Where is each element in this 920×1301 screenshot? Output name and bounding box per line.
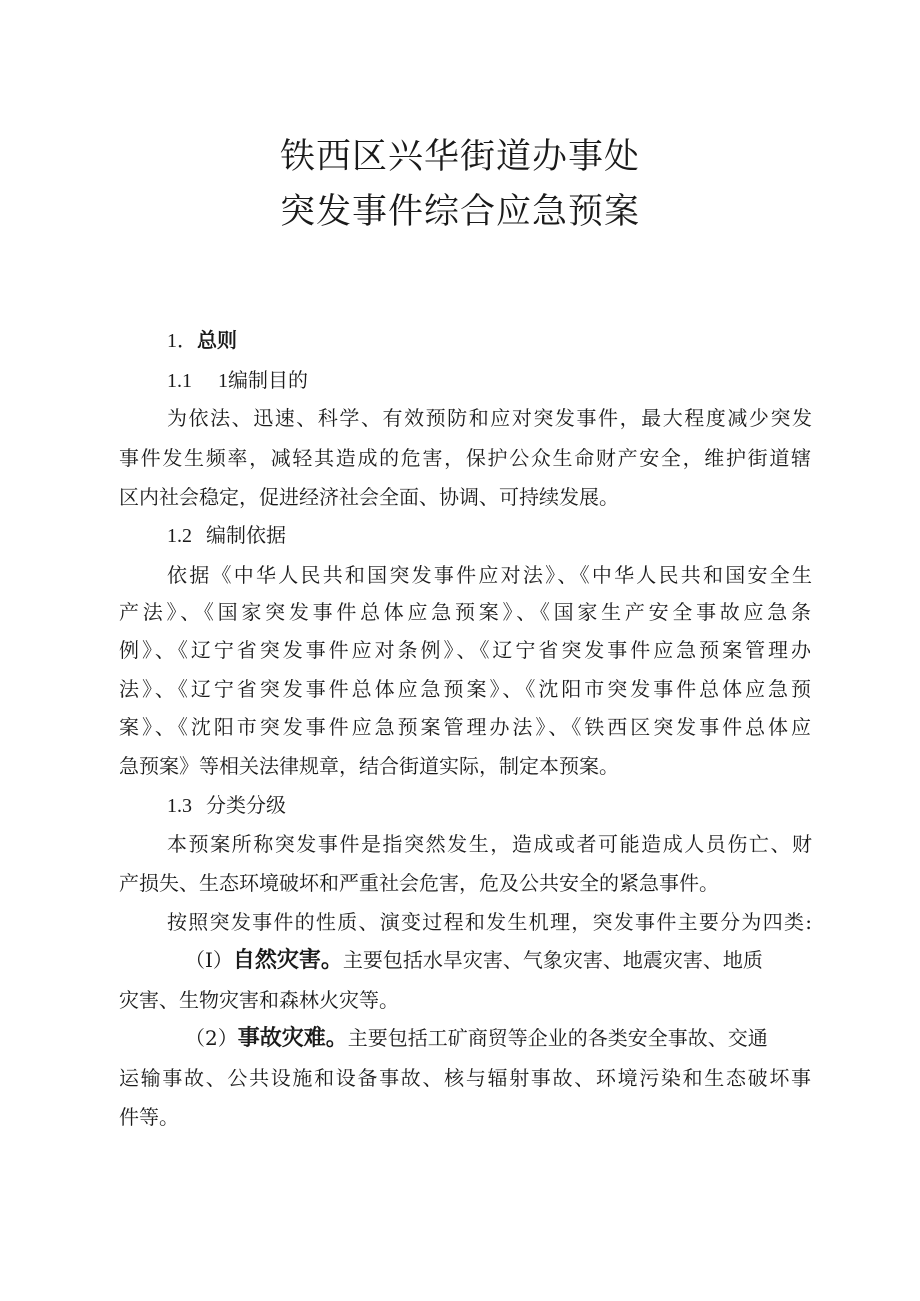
paragraph-basis-line: 例》、《辽宁省突发事件应对条例》、《辽宁省突发事件应急预案管理办 bbox=[119, 638, 811, 662]
paragraph-basis-line: 产法》、《国家突发事件总体应急预案》、《国家生产安全事故应急条 bbox=[119, 600, 811, 624]
section-1-1-number: 1.1 bbox=[167, 370, 192, 392]
category-2-line-2: 运输事故、公共设施和设备事故、核与辐射事故、环境污染和生态破坏事 bbox=[119, 1066, 811, 1090]
section-1-number: 1． bbox=[167, 330, 197, 352]
category-1-line-1 bbox=[185, 950, 763, 972]
section-1-1-sub: 1 bbox=[218, 370, 228, 392]
section-1-2-number: 1.2 bbox=[167, 525, 192, 547]
paragraph-basis-line: 急预案》等相关法律规章，结合街道实际，制定本预案。 bbox=[119, 754, 619, 778]
paragraph-purpose-line: 为依法、迅速、科学、有效预防和应对突发事件，最大程度减少突发 bbox=[167, 406, 812, 430]
paragraph-definition-line: 本预案所称突发事件是指突然发生，造成或者可能造成人员伤亡、财 bbox=[167, 832, 812, 856]
document-title-line-2: 突发事件综合应急预案 bbox=[279, 192, 640, 232]
section-1-1-title: 编制目的 bbox=[228, 368, 308, 392]
section-1-2-heading bbox=[167, 525, 286, 546]
category-2-marker: （2） bbox=[185, 1026, 238, 1050]
paragraph-basis-line: 法》、《辽宁省突发事件总体应急预案》、《沈阳市突发事件总体应急预 bbox=[119, 677, 811, 701]
category-1-marker: （I） bbox=[185, 948, 233, 972]
section-1-2-title: 编制依据 bbox=[206, 523, 286, 547]
category-1-text: 主要包括水旱灾害、气象灾害、地震灾害、地质 bbox=[342, 948, 763, 972]
paragraph-basis-line: 案》、《沈阳市突发事件应急预案管理办法》、《铁西区突发事件总体应 bbox=[119, 715, 811, 739]
section-1-title: 总则 bbox=[197, 328, 237, 352]
paragraph-purpose-line: 区内社会稳定，促进经济社会全面、协调、可持续发展。 bbox=[119, 485, 619, 509]
category-1-name: 自然灾害。 bbox=[232, 948, 343, 973]
paragraph-purpose-line: 事件发生频率，减轻其造成的危害，保护公众生命财产安全，维护街道辖 bbox=[119, 446, 811, 470]
category-2-line-1 bbox=[185, 1028, 768, 1050]
paragraph-basis-line: 依据《中华人民共和国突发事件应对法》、《中华人民共和国安全生 bbox=[167, 563, 812, 587]
section-1-3-title: 分类分级 bbox=[206, 793, 286, 817]
category-2-line-3: 件等。 bbox=[119, 1105, 179, 1129]
document-title-line-1: 铁西区兴华街道办事处 bbox=[279, 137, 640, 177]
paragraph-definition-line: 产损失、生态环境破坏和严重社会危害，危及公共安全的紧急事件。 bbox=[119, 871, 719, 895]
paragraph-categories-intro: 按照突发事件的性质、演变过程和发生机理，突发事件主要分为四类: bbox=[167, 910, 812, 934]
category-1-line-2: 灾害、生物灾害和森林火灾等。 bbox=[119, 988, 399, 1012]
section-1-3-number: 1.3 bbox=[167, 795, 192, 817]
section-1-1-heading bbox=[167, 370, 308, 391]
section-1-3-heading bbox=[167, 795, 286, 816]
category-2-text: 主要包括工矿商贸等企业的各类安全事故、交通 bbox=[347, 1026, 768, 1050]
category-2-name: 事故灾难。 bbox=[237, 1026, 348, 1051]
section-1-heading bbox=[167, 330, 237, 351]
